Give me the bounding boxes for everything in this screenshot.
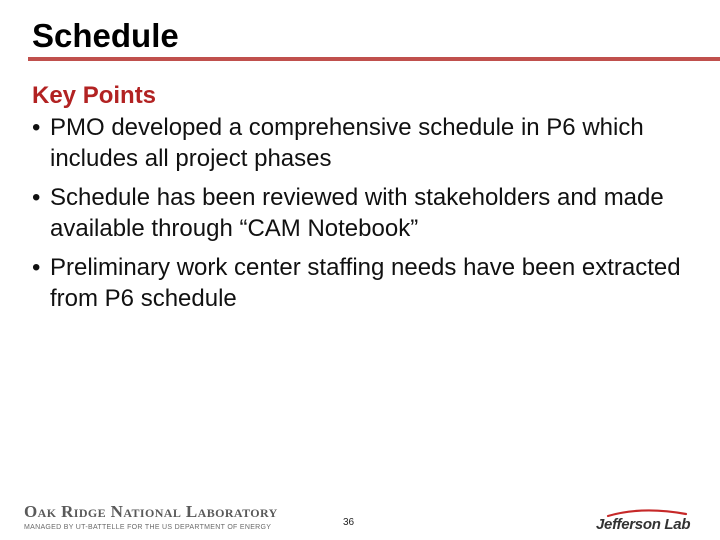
ornl-name: Oak Ridge National Laboratory <box>24 502 278 521</box>
page-number: 36 <box>343 517 355 528</box>
title-rule <box>28 57 720 61</box>
bullet-text: Preliminary work center staffing needs have been extracted from P6 schedule <box>50 254 681 312</box>
bullet-list <box>32 112 702 314</box>
jefferson-lab-logo <box>594 509 698 535</box>
bullet-text: PMO developed a comprehensive schedule in P6 which includes all project phases <box>50 114 644 172</box>
key-points-heading: Key Points <box>32 82 157 109</box>
jlab-name: Jefferson Lab <box>596 516 691 533</box>
bullet-item <box>32 252 702 314</box>
ornl-tagline: MANAGED BY UT-BATTELLE FOR THE US DEPARTMENT OF ENERGY <box>24 524 272 531</box>
bullet-mark: • <box>32 184 41 211</box>
bullet-mark: • <box>32 254 41 281</box>
bullet-item <box>32 182 702 244</box>
ornl-logo <box>24 503 314 531</box>
bullet-mark: • <box>32 114 41 141</box>
bullet-item <box>32 112 702 174</box>
slide-title: Schedule <box>32 17 179 54</box>
bullet-text: Schedule has been reviewed with stakeholders and made available through “CAM Notebook” <box>50 184 664 242</box>
slide-content <box>32 80 702 322</box>
